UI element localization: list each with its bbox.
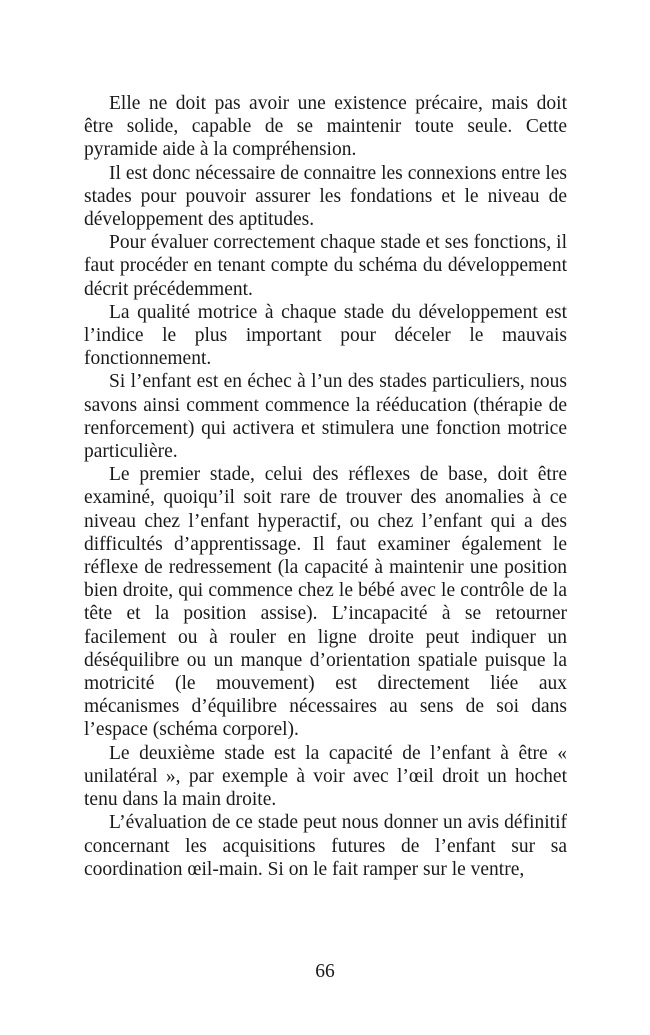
paragraph-2: Il est donc nécessaire de connaitre les connexions entre les stades pour pouvoir assurer les fondations et le niveau de développement des aptitudes. xyxy=(84,162,567,231)
paragraph-4: La qualité motrice à chaque stade du développement est l’indice le plus important pour déceler le mauvais fonctionnement. xyxy=(84,301,567,370)
paragraph-7: Le deuxième stade est la capacité de l’enfant à être « unilatéral », par exemple à voir avec l’œil droit un hochet tenu dans la main droite. xyxy=(84,742,567,811)
paragraph-3: Pour évaluer correctement chaque stade et ses fonctions, il faut procéder en tenant compte du schéma du développement décrit précédemment. xyxy=(84,232,567,300)
paragraph-6: Le premier stade, celui des réflexes de base, doit être examiné, quoiqu’il soit rare de trouver des anomalies à ce niveau chez l’enfant hyperactif, ou chez l’enfant qui a des difficultés d’apprentissage. Il faut examiner également le réflexe de redressement (la capacité à maintenir une position bien droite, qui commence chez le bébé avec le contrôle de la tête et la position assise). L’incapacité à se retourner facilement ou à rouler en ligne droite peut indiquer un déséquilibre ou un manque d’orientation spatiale puisque la motricité (le mouvement) est directement liée aux mécanismes d’équilibre nécessaires au sens de soi dans l’espace (schéma corporel). xyxy=(84,464,567,741)
page-number: 66 xyxy=(315,961,335,982)
paragraph-5: Si l’enfant est en échec à l’un des stades particuliers, nous savons ainsi comment commence la rééducation (thérapie de renforcement) qui activera et stimulera une fonction motrice particulière. xyxy=(84,371,567,463)
paragraph-1: Elle ne doit pas avoir une existence précaire, mais doit être solide, capable de se maintenir toute seule. Cette pyramide aide à la compréhension. xyxy=(84,93,567,161)
body-text xyxy=(84,92,567,881)
paragraph-8: L’évaluation de ce stade peut nous donner un avis définitif concernant les acquisitions futures de l’enfant sur sa coordination œil-main. Si on le fait ramper sur le ventre, xyxy=(84,812,567,880)
